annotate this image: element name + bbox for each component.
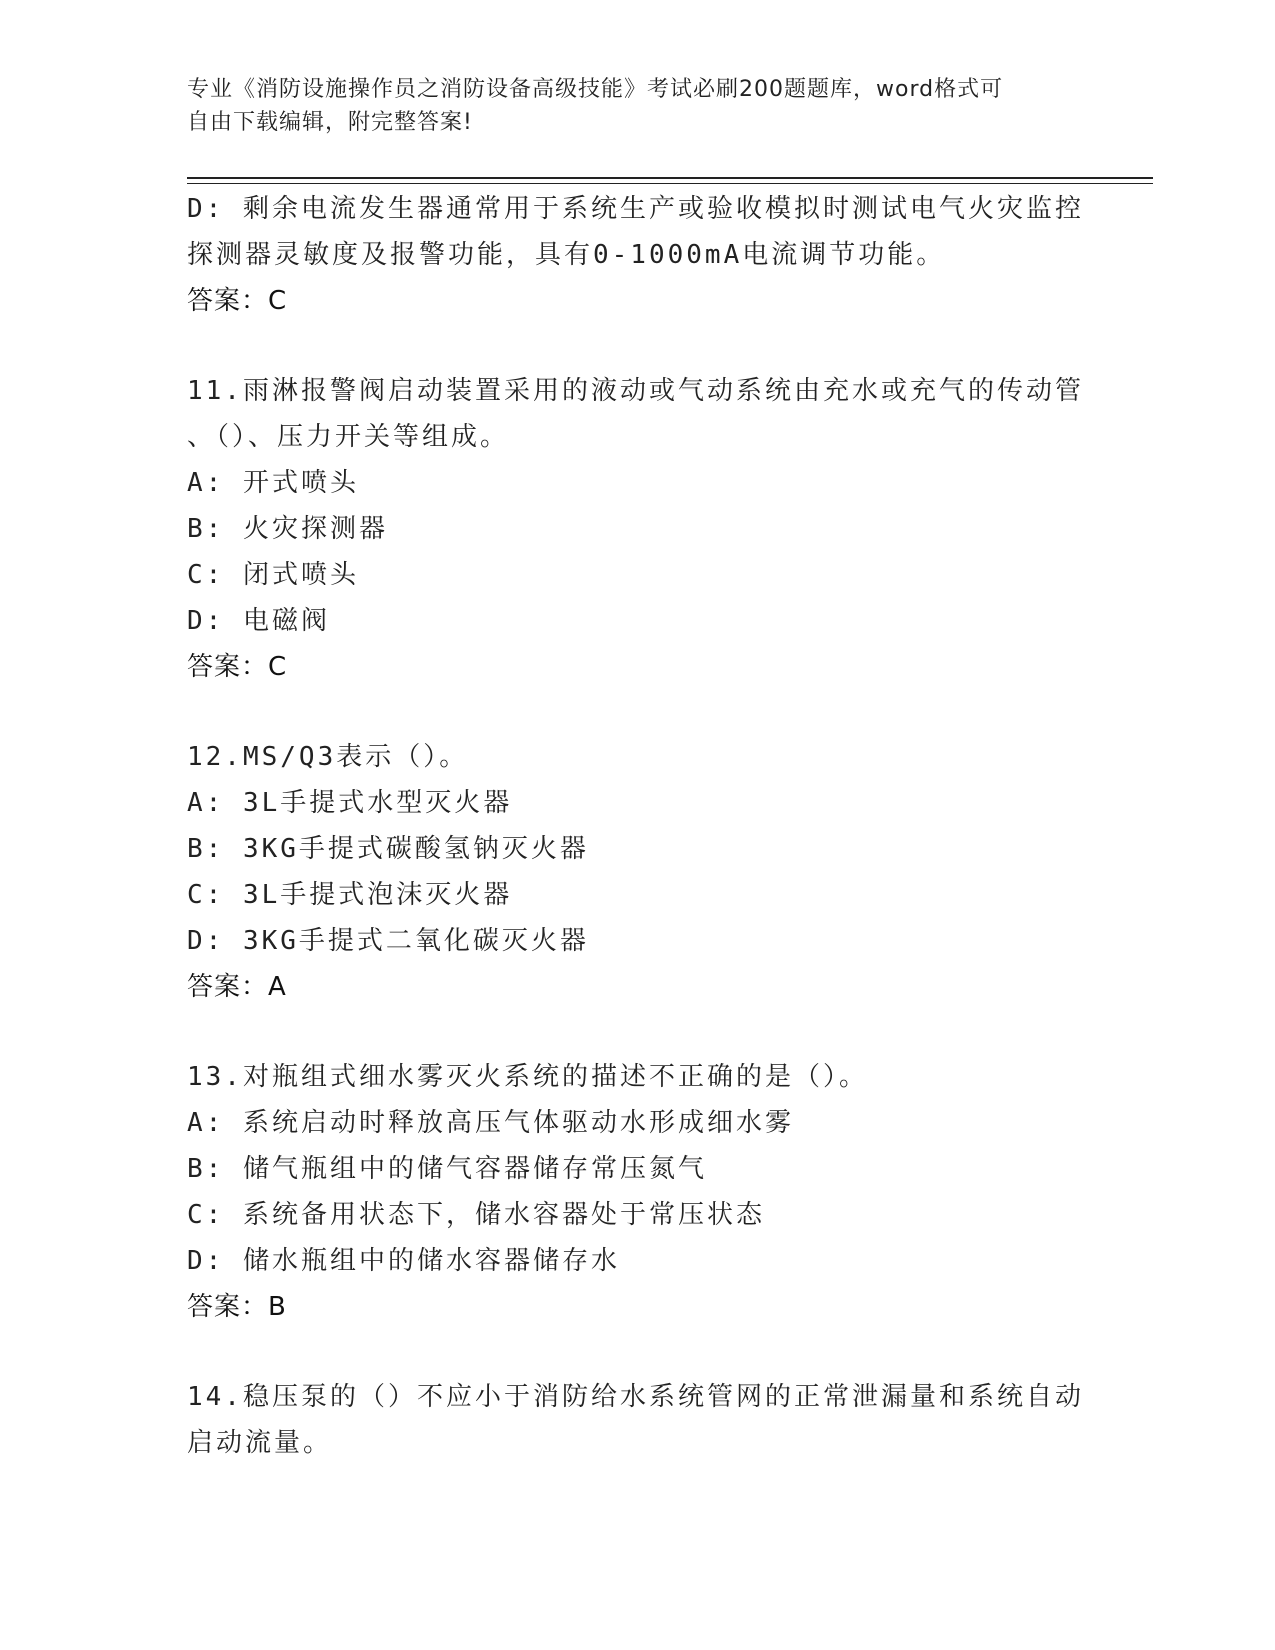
question-stem-continued: 、（）、压力开关等组成。 [187,422,510,452]
option-d: D: 剩余电流发生器通常用于系统生产或验收模拟时测试电气火灾监控 [187,194,1084,224]
header-title-line2: 自由下载编辑，附完整答案! [187,110,473,135]
question-13 [187,1054,1117,1330]
option-b: B: 火灾探测器 [187,514,388,544]
question-stem-continued: 启动流量。 [187,1428,333,1458]
question-11 [187,368,1117,690]
header-divider-thick [187,177,1153,179]
option-c: C: 闭式喷头 [187,560,359,590]
option-a: A: 系统启动时释放高压气体驱动水形成细水雾 [187,1108,794,1138]
option-d: D: 3KG手提式二氧化碳灭火器 [187,926,589,956]
question-12 [187,734,1117,1010]
question-list [187,186,1117,1466]
option-d-continued: 探测器灵敏度及报警功能，具有0-1000mA电流调节功能。 [187,240,946,270]
question-stem: 11.雨淋报警阀启动装置采用的液动或气动系统由充水或充气的传动管 [187,376,1084,406]
option-c: C: 3L手提式泡沫灭火器 [187,880,513,910]
question-stem: 14.稳压泵的（）不应小于消防给水系统管网的正常泄漏量和系统自动 [187,1382,1084,1412]
option-b: B: 储气瓶组中的储气容器储存常压氮气 [187,1154,707,1184]
option-a: A: 3L手提式水型灭火器 [187,788,513,818]
document-header [187,73,1067,139]
option-b: B: 3KG手提式碳酸氢钠灭火器 [187,834,589,864]
question-stem: 12.MS/Q3表示（）。 [187,742,469,772]
option-d: D: 电磁阀 [187,606,330,636]
answer-line: 答案：C [187,652,288,682]
header-divider-thin [187,183,1153,184]
answer-line: 答案：B [187,1292,287,1322]
answer-line: 答案：A [187,972,287,1002]
question-stem: 13.对瓶组式细水雾灭火系统的描述不正确的是（）。 [187,1062,868,1092]
question-14 [187,1374,1117,1466]
answer-line: 答案：C [187,286,288,316]
option-a: A: 开式喷头 [187,468,359,498]
option-c: C: 系统备用状态下，储水容器处于常压状态 [187,1200,765,1230]
header-title-line1: 专业《消防设施操作员之消防设备高级技能》考试必刷200题题库，word格式可 [187,77,1004,102]
question-10-continued [187,186,1117,324]
option-d: D: 储水瓶组中的储水容器储存水 [187,1246,620,1276]
